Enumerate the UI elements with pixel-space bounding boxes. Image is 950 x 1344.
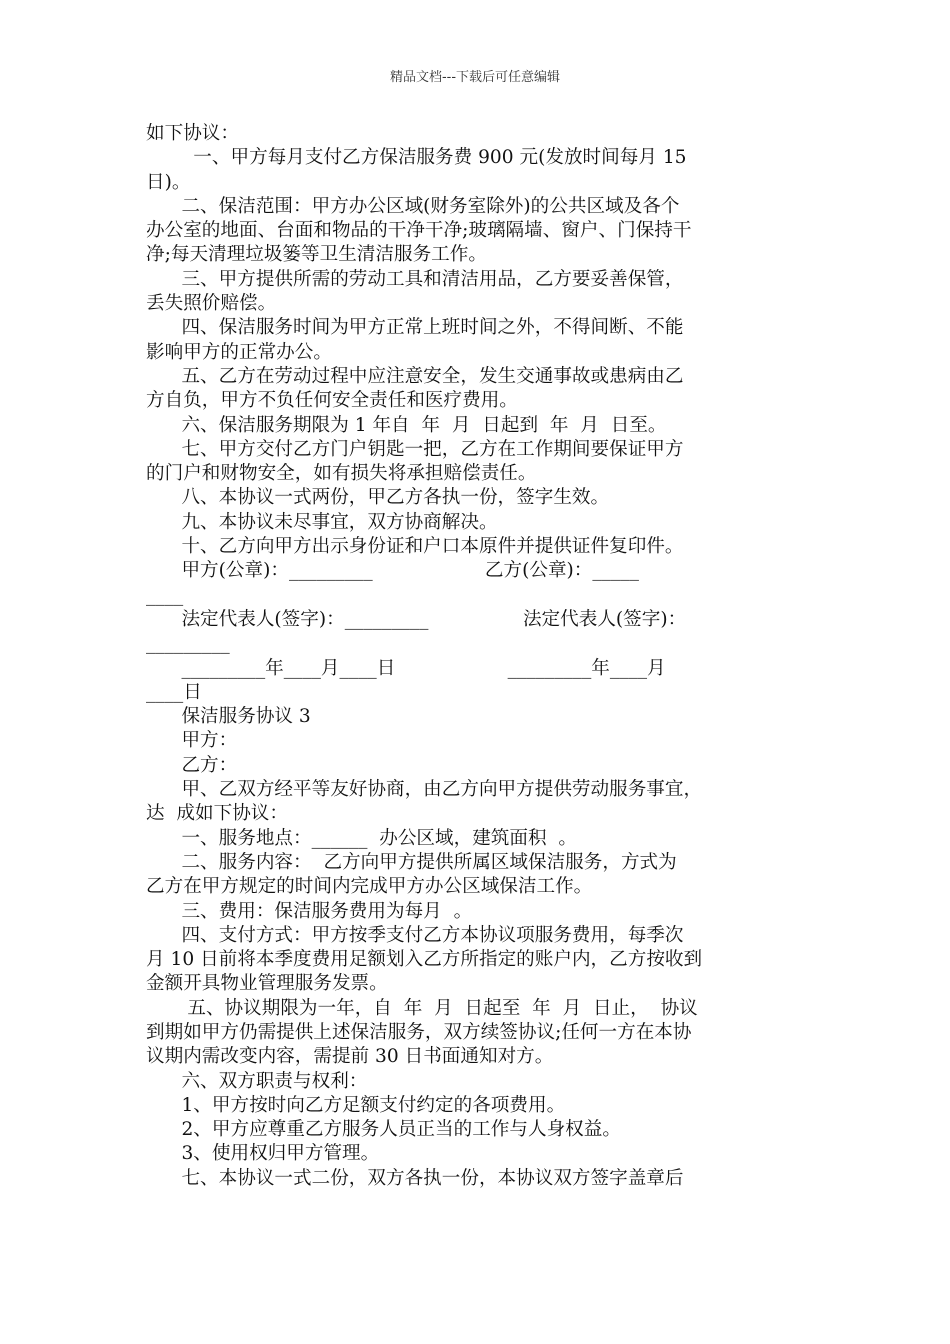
text-line: 如下协议： <box>146 123 239 144</box>
text-line: 四、保洁服务时间为甲方正常上班时间之外，不得间断、不能 <box>146 317 684 339</box>
text-line: 3、使用权归甲方管理。 <box>146 1143 380 1165</box>
page-header: 精品文档---下载后可任意编辑 <box>389 70 561 85</box>
text-line: 乙方： <box>146 754 238 776</box>
text-line: 二、服务内容： 乙方向甲方提供所属区域保洁服务，方式为 <box>146 851 677 873</box>
text-line: 月 10 日前将本季度费用足额划入乙方所指定的账户内，乙方按收到 <box>146 949 703 971</box>
text-line: 达 成如下协议： <box>146 803 288 825</box>
text-line: 二、保洁范围：甲方办公区域(财务室除外)的公共区域及各个 <box>146 195 680 217</box>
text-line: _________ <box>146 633 230 655</box>
text-line: 八、本协议一式两份，甲乙方各执一份，签字生效。 <box>146 487 610 509</box>
text-line: ____日 <box>146 681 202 703</box>
text-line: 的门户和财物安全，如有损失将承担赔偿责任。 <box>146 463 537 485</box>
text-line: 法定代表人(签字)：_________ 法定代表人(签字)： <box>146 608 687 630</box>
text-line: 乙方在甲方规定的时间内完成甲方办公区域保洁工作。 <box>146 876 593 898</box>
text-line: 五、乙方在劳动过程中应注意安全，发生交通事故或患病由乙 <box>146 365 684 387</box>
text-line: 2、甲方应尊重乙方服务人员正当的工作与人身权益。 <box>146 1119 621 1141</box>
document-body <box>146 122 810 1191</box>
text-line: 保洁服务协议 3 <box>146 706 311 728</box>
text-line: 六、双方职责与权利： <box>146 1070 368 1092</box>
text-line: 净;每天清理垃圾篓等卫生清洁服务工作。 <box>146 244 487 266</box>
text-line: 三、费用：保洁服务费用为每月 。 <box>146 900 473 922</box>
text-line: 甲、乙双方经平等友好协商，由乙方向甲方提供劳动服务事宜， <box>146 779 703 801</box>
text-line: 甲方： <box>146 730 238 752</box>
text-line: 六、保洁服务期限为 1 年自 年 月 日起到 年 月 日至。 <box>146 414 667 436</box>
text-line: 到期如甲方仍需提供上述保洁服务，双方续签协议;任何一方在本协 <box>146 1021 692 1043</box>
text-line: _________年____月____日 _________年____月 <box>146 657 666 679</box>
text-line: 议期内需改变内容，需提前 30 日书面通知对方。 <box>146 1046 554 1068</box>
text-line: 甲方(公章)：_________ 乙方(公章)：_____ <box>146 560 639 582</box>
text-line: 七、本协议一式二份，双方各执一份，本协议双方签字盖章后 <box>146 1167 684 1189</box>
text-line: 三、甲方提供所需的劳动工具和清洁用品，乙方要妥善保管， <box>146 268 684 290</box>
text-line: 日)。 <box>146 171 191 193</box>
text-line: 五、协议期限为一年，自 年 月 日起至 年 月 日止， 协议 <box>146 997 698 1019</box>
text-line: 影响甲方的正常办公。 <box>146 341 332 363</box>
text-line: 四、支付方式：甲方按季支付乙方本协议项服务费用，每季次 <box>146 924 684 946</box>
text-line: 七、甲方交付乙方门户钥匙一把，乙方在工作期间要保证甲方 <box>146 438 684 460</box>
text-line: 十、乙方向甲方出示身份证和户口本原件并提供证件复印件。 <box>146 536 684 558</box>
text-line: 1、甲方按时向乙方足额支付约定的各项费用。 <box>146 1094 566 1116</box>
text-line: 丢失照价赔偿。 <box>146 293 277 315</box>
text-line: 金额开具物业管理服务发票。 <box>146 973 388 995</box>
text-line: 办公室的地面、台面和物品的干净干净;玻璃隔墙、窗户、门保持干 <box>146 220 692 242</box>
text-line: 一、甲方每月支付乙方保洁服务费 900 元(发放时间每月 15 <box>146 147 687 169</box>
text-line: 一、服务地点：______ 办公区域，建筑面积 。 <box>146 827 577 849</box>
text-line: 方自负，甲方不负任何安全责任和医疗费用。 <box>146 390 518 412</box>
text-line: 九、本协议未尽事宜，双方协商解决。 <box>146 511 498 533</box>
text-line: ____ <box>146 584 184 606</box>
